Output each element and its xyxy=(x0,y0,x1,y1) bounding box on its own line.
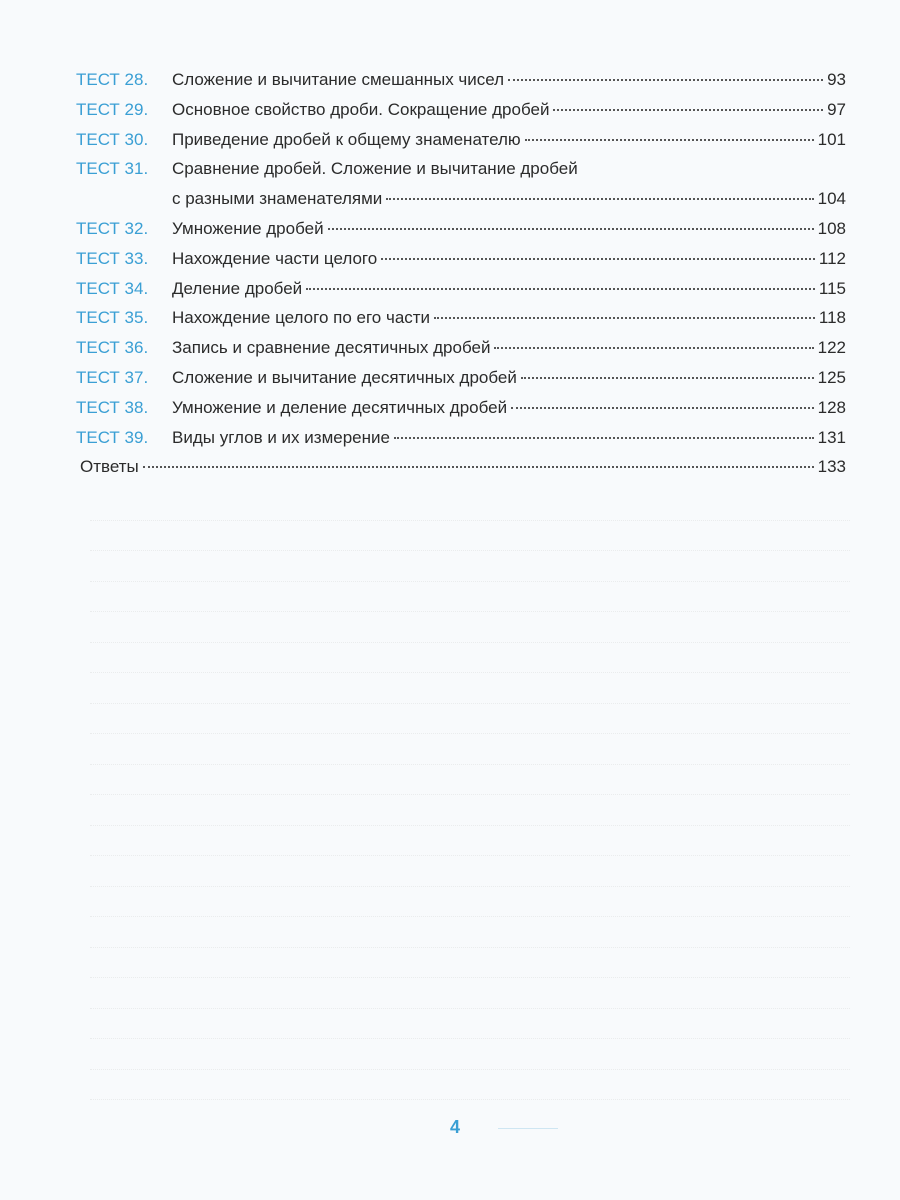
toc-entry xyxy=(76,428,846,458)
toc-entry-body xyxy=(76,70,846,100)
toc-line xyxy=(76,159,846,189)
toc-test-number: ТЕСТ 38. xyxy=(76,397,149,417)
toc-entry-body xyxy=(76,398,846,428)
toc-page-number: 93 xyxy=(827,70,846,89)
toc-entry-body xyxy=(76,100,846,130)
toc-entry xyxy=(76,308,846,338)
toc-test-number: ТЕСТ 36. xyxy=(76,338,149,358)
toc-line xyxy=(76,70,846,100)
toc-test-number: ТЕСТ 28. xyxy=(76,70,149,89)
toc-test-number: ТЕСТ 31. xyxy=(76,159,149,179)
toc-leader-dots xyxy=(394,437,814,439)
toc-entry xyxy=(76,338,846,368)
toc-title: Ответы xyxy=(80,457,139,477)
toc-page-number: 112 xyxy=(818,248,846,268)
toc-entry xyxy=(76,457,846,487)
toc-line xyxy=(76,279,846,309)
toc-entry-body xyxy=(76,249,846,279)
toc-test-number: ТЕСТ 39. xyxy=(76,427,149,447)
toc-line xyxy=(76,338,846,368)
toc-entry xyxy=(76,279,846,309)
toc-title: Приведение дробей к общему знаменателю xyxy=(172,129,521,149)
toc-page-number: 101 xyxy=(817,129,846,149)
toc-leader-dots xyxy=(511,407,814,409)
toc-leader-dots xyxy=(525,139,814,141)
toc-line xyxy=(76,219,846,249)
toc-title: Нахождение целого по его части xyxy=(172,308,431,328)
toc-title: Сложение и вычитание смешанных чисел xyxy=(172,70,505,89)
toc-test-number: ТЕСТ 34. xyxy=(76,278,149,298)
toc-test-number: ТЕСТ 33. xyxy=(76,248,149,268)
toc-entry-body xyxy=(76,428,846,458)
toc-entry-body xyxy=(76,130,846,160)
toc-page-number: 118 xyxy=(818,308,846,328)
toc-page-number: 115 xyxy=(818,278,846,298)
toc-entry xyxy=(76,130,846,160)
toc-entry xyxy=(76,159,846,219)
toc-page-number: 131 xyxy=(817,427,846,447)
toc-title: Умножение и деление десятичных дробей xyxy=(172,397,508,417)
toc-line xyxy=(76,428,846,458)
toc-title: Запись и сравнение десятичных дробей xyxy=(172,338,491,358)
toc-test-number: ТЕСТ 29. xyxy=(76,99,149,119)
toc-title: Сравнение дробей. Сложение и вычитание дробей xyxy=(172,159,578,179)
toc-leader-dots xyxy=(328,228,814,230)
toc-title: с разными знаменателями xyxy=(172,189,383,209)
toc-line xyxy=(76,368,846,398)
toc-entry xyxy=(76,219,846,249)
toc-test-number: ТЕСТ 30. xyxy=(76,129,149,149)
toc-entry xyxy=(76,368,846,398)
toc-test-number: ТЕСТ 32. xyxy=(76,218,149,238)
toc-title: Виды углов и их измерение xyxy=(172,427,390,447)
page-number: 4 xyxy=(450,1117,461,1137)
toc-line xyxy=(76,308,846,338)
toc-test-number: ТЕСТ 35. xyxy=(76,308,149,328)
toc-line xyxy=(76,249,846,279)
toc-leader-dots xyxy=(553,109,823,111)
toc-leader-dots xyxy=(434,317,815,319)
toc-line xyxy=(76,457,846,487)
toc-line xyxy=(76,189,846,219)
toc-page-number: 128 xyxy=(817,397,846,417)
toc-title: Основное свойство дроби. Сокращение дробей xyxy=(172,99,550,119)
toc-title: Деление дробей xyxy=(172,278,303,298)
table-of-contents xyxy=(76,70,846,487)
toc-entry-body xyxy=(76,338,846,368)
toc-leader-dots xyxy=(143,466,814,468)
toc-entry-body xyxy=(76,279,846,309)
toc-entry-body xyxy=(76,159,846,219)
toc-page-number: 97 xyxy=(827,99,846,119)
toc-test-number: ТЕСТ 37. xyxy=(76,367,149,387)
toc-leader-dots xyxy=(494,347,813,349)
bleed-through-background xyxy=(90,490,850,1100)
toc-page-number: 104 xyxy=(817,189,846,209)
toc-entry-body xyxy=(76,368,846,398)
toc-leader-dots xyxy=(381,258,815,260)
toc-entry-body xyxy=(76,308,846,338)
toc-line xyxy=(76,130,846,160)
toc-entry xyxy=(76,398,846,428)
toc-title: Сложение и вычитание десятичных дробей xyxy=(172,367,517,387)
toc-page-number: 122 xyxy=(817,338,846,358)
toc-line xyxy=(76,398,846,428)
toc-leader-dots xyxy=(508,79,823,81)
toc-page-number: 108 xyxy=(817,218,846,238)
toc-entry xyxy=(76,70,846,100)
toc-page-number: 133 xyxy=(817,457,846,477)
toc-entry-body xyxy=(76,457,846,487)
toc-title: Нахождение части целого xyxy=(172,248,378,268)
toc-entry xyxy=(76,249,846,279)
footer-rule xyxy=(498,1128,558,1129)
toc-leader-dots xyxy=(521,377,814,379)
toc-leader-dots xyxy=(386,198,813,200)
toc-entry-body xyxy=(76,219,846,249)
toc-entry xyxy=(76,100,846,130)
toc-page-number: 125 xyxy=(817,367,846,387)
toc-leader-dots xyxy=(306,288,815,290)
toc-title: Умножение дробей xyxy=(172,218,324,238)
toc-line xyxy=(76,100,846,130)
